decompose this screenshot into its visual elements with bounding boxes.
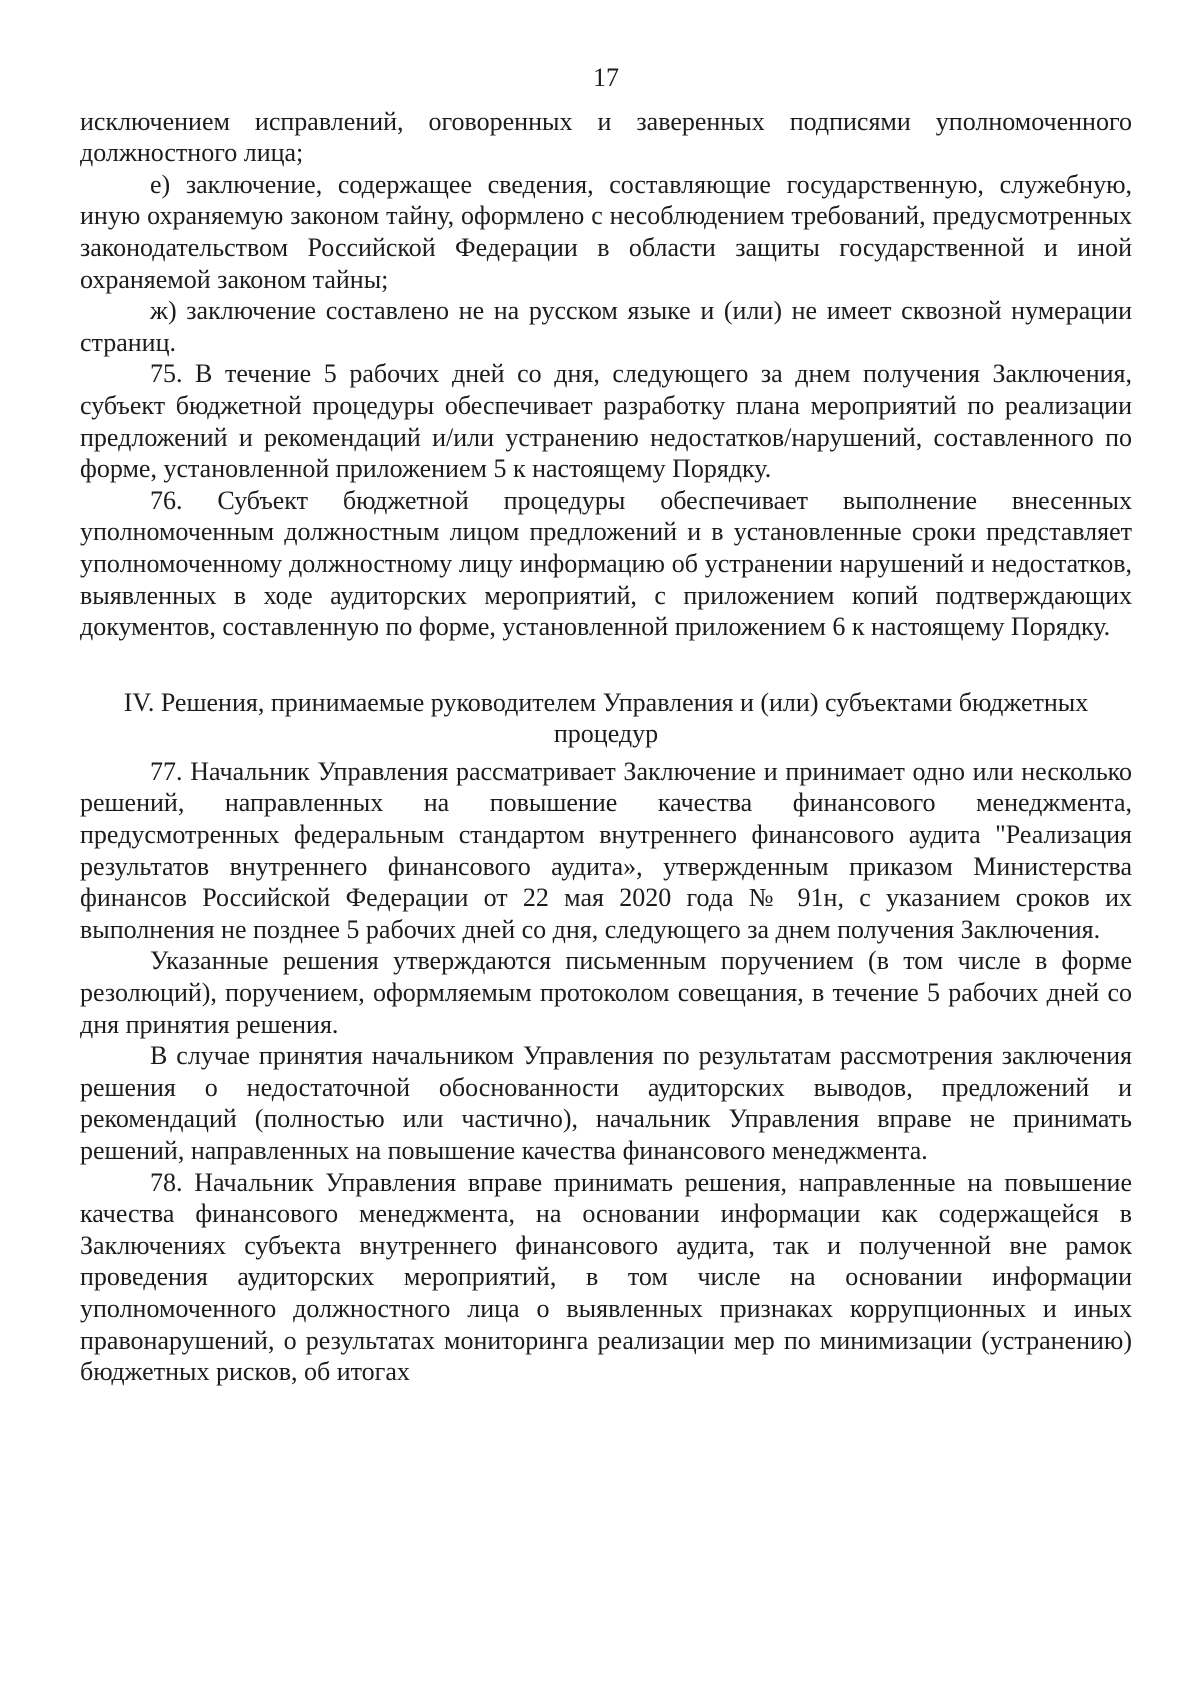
page-number: 17 — [593, 63, 619, 92]
paragraph-78: 78. Начальник Управления вправе принимать решения, направленные на повышение качества финансового менеджмента, на основании информации как содержащейся в Заключениях субъекта внутреннего финансового аудита, так и полученной вне рамок проведения аудиторских мероприятий, в том числе на основании информации уполномоченного должностного лица о выявленных признаках коррупционных и иных правонарушений, о результатах мониторинга реализации мер по минимизации (устранению) бюджетных рисков, об итогах — [80, 1167, 1132, 1387]
paragraph-75: 75. В течение 5 рабочих дней со дня, следующего за днем получения Заключения, субъект бюджетной процедуры обеспечивает разработку плана мероприятий по реализации предложений и рекомендаций и/или устранению недостатков/нарушений, составленного по форме, установленной приложением 5 к настоящему Порядку. — [80, 359, 1132, 484]
section-heading: IV. Решения, принимаемые руководителем Управления и (или) субъектами бюджетных процедур — [123, 687, 1089, 749]
paragraph-77-decisions: Указанные решения утверждаются письменным поручением (в том числе в форме резолюций), поручением, оформляемым протоколом совещания, в течение 5 рабочих дней со дня принятия решения. — [80, 946, 1132, 1039]
document-page — [80, 62, 1132, 1388]
paragraph-item-zh: ж) заключение составлено не на русском языке и (или) не имеет сквозной нумерации страниц. — [80, 296, 1132, 357]
paragraph-item-e: е) заключение, содержащее сведения, составляющие государственную, служебную, иную охраняемую законом тайну, оформлено с несоблюдением требований, предусмотренных законодательством Российской Федерации в области защиты государственной и иной охраняемой законом тайны; — [80, 169, 1132, 294]
paragraph-77-exception: В случае принятия начальником Управления по результатам рассмотрения заключения решения о недостаточной обоснованности аудиторских выводов, предложений и рекомендаций (полностью или частично), начальник Управления вправе не принимать решений, направленных на повышение качества финансового менеджмента. — [80, 1041, 1132, 1165]
paragraph-76: 76. Субъект бюджетной процедуры обеспечивает выполнение внесенных уполномоченным должностным лицом предложений и в установленные сроки представляет уполномоченному должностному лицу информацию об устранении нарушений и недостатков, выявленных в ходе аудиторских мероприятий, с приложением копий подтверждающих документов, составленную по форме, установленной приложением 6 к настоящему Порядку. — [80, 485, 1132, 642]
paragraph-77: 77. Начальник Управления рассматривает Заключение и принимает одно или несколько решений, направленных на повышение качества финансового менеджмента, предусмотренных федеральным стандартом внутреннего финансового аудита "Реализация результатов внутреннего финансового аудита», утвержденным приказом Министерства финансов Российской Федерации от 22 мая 2020 года № 91н, с указанием сроков их выполнения не позднее 5 рабочих дней со дня, следующего за днем получения Заключения. — [80, 756, 1132, 944]
paragraph-continuation: исключением исправлений, оговоренных и заверенных подписями уполномоченного должностного лица; — [80, 106, 1132, 168]
